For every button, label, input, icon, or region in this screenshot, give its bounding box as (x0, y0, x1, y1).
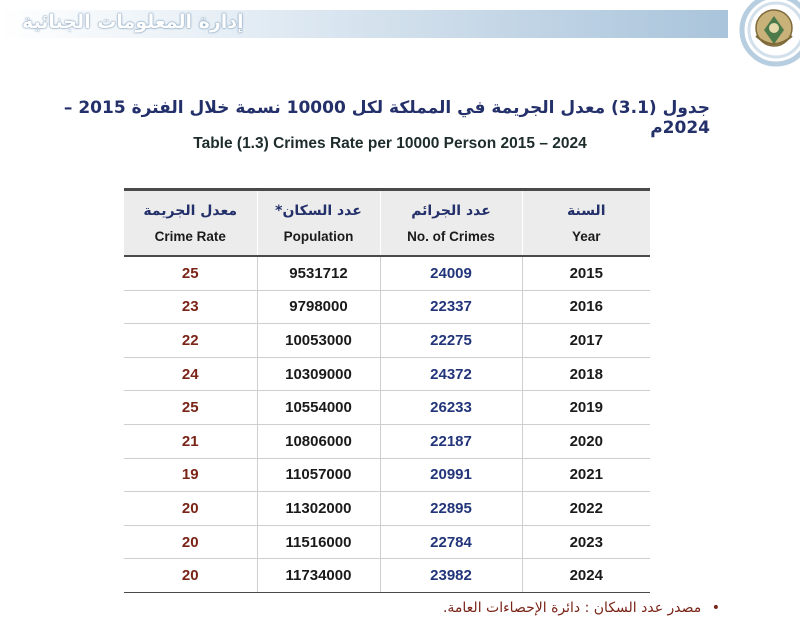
column-header-en: Population (283, 228, 354, 244)
cell-population: 10554000 (257, 391, 380, 425)
cell-population: 10309000 (257, 357, 380, 391)
cell-crimes: 22275 (380, 324, 522, 358)
footnote-bullet: • (711, 600, 720, 616)
source-footnote (300, 600, 720, 616)
column-header-population (257, 190, 380, 257)
cell-crime-rate: 21 (124, 424, 257, 458)
banner-title: إدارة المعلومات الجنائية (22, 11, 244, 33)
table-row (124, 391, 650, 425)
cell-year: 2023 (522, 525, 650, 559)
column-header-year (522, 190, 650, 257)
cell-crimes: 24372 (380, 357, 522, 391)
crime-rate-table (124, 188, 650, 593)
cell-crimes: 22895 (380, 492, 522, 526)
table-row (124, 492, 650, 526)
cell-crimes: 24009 (380, 256, 522, 290)
cell-population: 11057000 (257, 458, 380, 492)
table-row (124, 424, 650, 458)
cell-crimes: 22187 (380, 424, 522, 458)
cell-crime-rate: 20 (124, 525, 257, 559)
column-header-crime-rate (124, 190, 257, 257)
cell-crime-rate: 25 (124, 391, 257, 425)
column-header-ar: عدد الجرائم (411, 202, 491, 219)
cell-crimes: 23982 (380, 559, 522, 593)
table-header-row (124, 190, 650, 257)
cell-population: 9531712 (257, 256, 380, 290)
cell-year: 2016 (522, 290, 650, 324)
column-header-ar: السنة (566, 202, 606, 219)
table-row (124, 559, 650, 593)
cell-crime-rate: 20 (124, 492, 257, 526)
cell-year: 2017 (522, 324, 650, 358)
column-header-ar: عدد السكان* (275, 202, 362, 219)
column-header-ar: معدل الجريمة (143, 202, 238, 219)
column-header-en: No. of Crimes (407, 228, 495, 244)
cell-crime-rate: 23 (124, 290, 257, 324)
cell-year: 2015 (522, 256, 650, 290)
footnote-text: مصدر عدد السكان : دائرة الإحصاءات العامة. (442, 600, 702, 616)
cell-year: 2018 (522, 357, 650, 391)
column-header-crimes (380, 190, 522, 257)
cell-population: 11302000 (257, 492, 380, 526)
cell-crimes: 22337 (380, 290, 522, 324)
cell-year: 2022 (522, 492, 650, 526)
cell-year: 2021 (522, 458, 650, 492)
cell-population: 10806000 (257, 424, 380, 458)
cell-crime-rate: 25 (124, 256, 257, 290)
table-row (124, 290, 650, 324)
cell-crime-rate: 20 (124, 559, 257, 593)
cell-year: 2019 (522, 391, 650, 425)
cell-crime-rate: 19 (124, 458, 257, 492)
cell-population: 11734000 (257, 559, 380, 593)
table-row (124, 256, 650, 290)
table-title-arabic: جدول (3.1) معدل الجريمة في المملكة لكل 10000 نسمة خلال الفترة 2015 – 2024م (63, 98, 710, 138)
table-row (124, 357, 650, 391)
cell-crimes: 20991 (380, 458, 522, 492)
table-row (124, 324, 650, 358)
cell-crimes: 22784 (380, 525, 522, 559)
column-header-en: Crime Rate (154, 228, 226, 244)
column-header-en: Year (571, 228, 601, 244)
cell-crime-rate: 24 (124, 357, 257, 391)
cell-crimes: 26233 (380, 391, 522, 425)
cell-year: 2020 (522, 424, 650, 458)
table-title-english: Table (1.3) Crimes Rate per 10000 Person 2015 – 2024 (193, 135, 587, 152)
emblem-icon (730, 0, 800, 70)
cell-population: 10053000 (257, 324, 380, 358)
cell-population: 9798000 (257, 290, 380, 324)
cell-population: 11516000 (257, 525, 380, 559)
table-row (124, 458, 650, 492)
table-row (124, 525, 650, 559)
cell-year: 2024 (522, 559, 650, 593)
cell-crime-rate: 22 (124, 324, 257, 358)
